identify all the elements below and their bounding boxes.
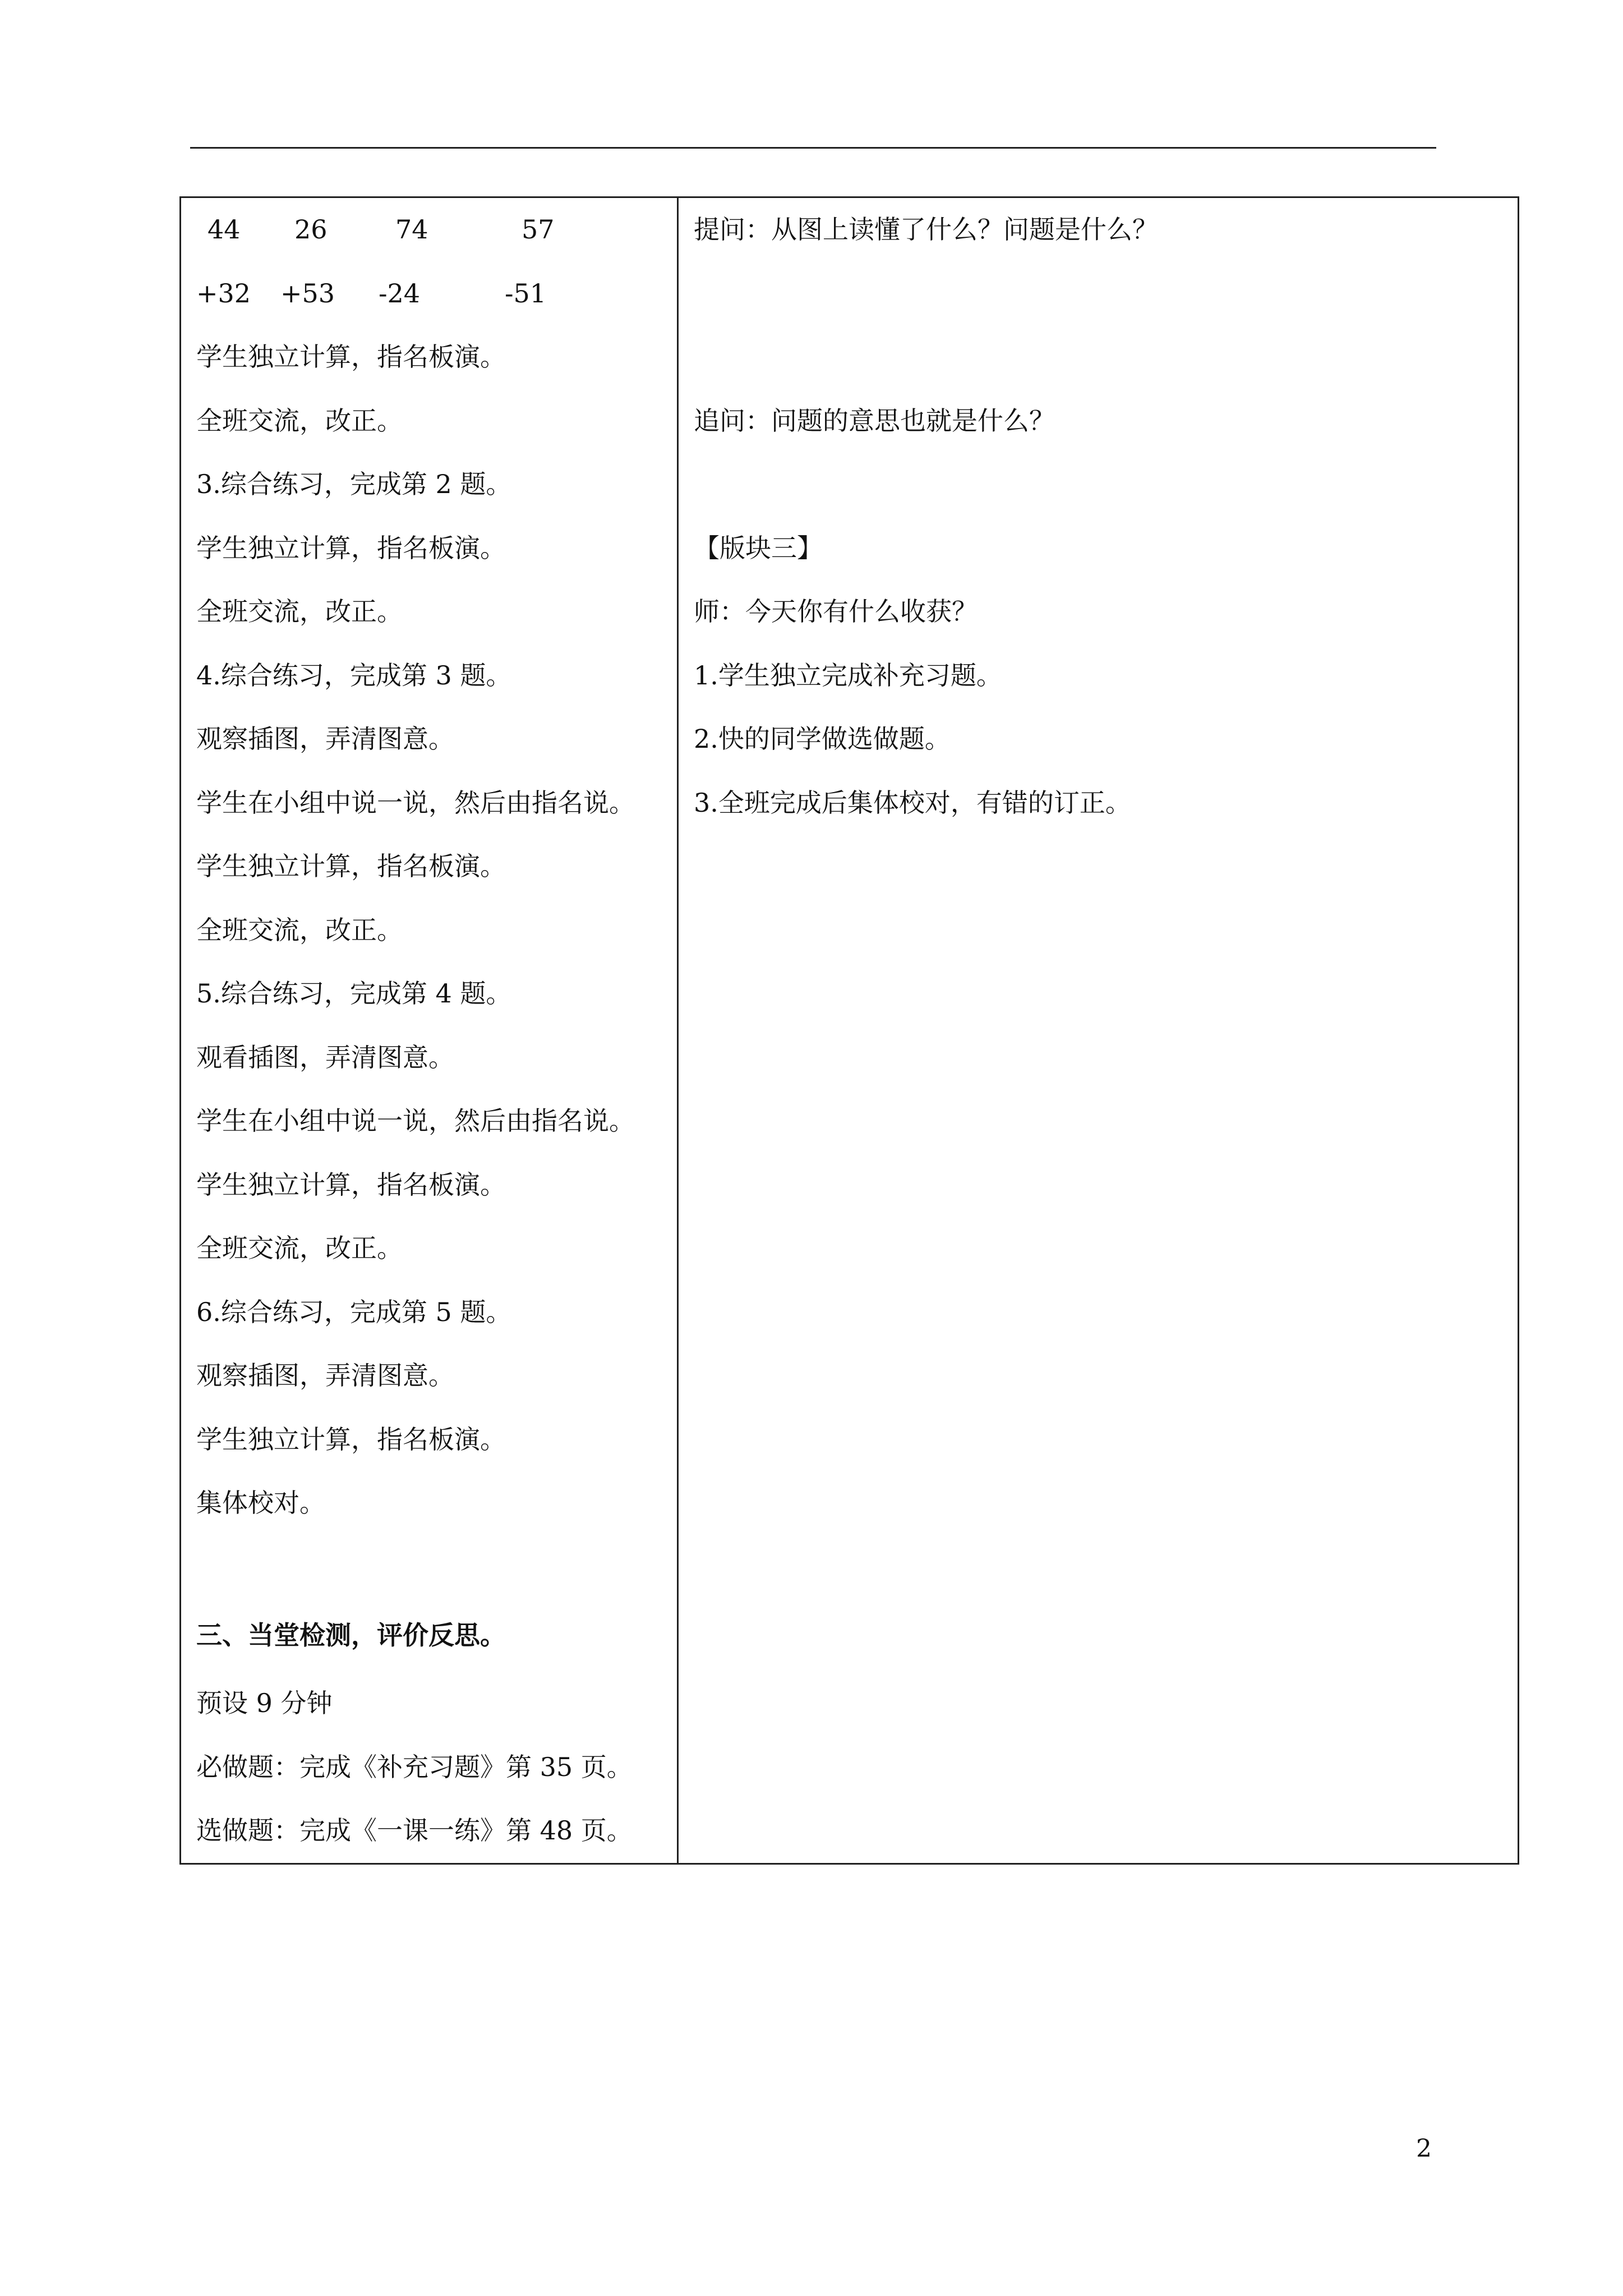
lesson-plan-table: [179, 196, 1519, 1865]
number: 44: [208, 214, 241, 245]
right-column: [678, 197, 1519, 1864]
number: 26: [294, 214, 328, 245]
number: -24: [379, 278, 421, 309]
text-line: 4.综合练习，完成第 3 题。: [196, 660, 512, 691]
text-line: 全班交流，改正。: [196, 1233, 403, 1263]
numbers-row-2: [181, 262, 677, 326]
text-line: 学生独立计算，指名板演。: [196, 851, 506, 881]
teacher-line: 师：今天你有什么收获？: [694, 596, 978, 627]
text-line: 预设 9 分钟: [196, 1688, 333, 1718]
text-line: 全班交流，改正。: [196, 405, 403, 436]
text-line: 观察插图，弄清图意。: [196, 1360, 454, 1391]
section-heading: 三、当堂检测，评价反思。: [196, 1620, 506, 1650]
text-line: 学生独立计算，指名板演。: [196, 342, 506, 372]
text-line: 6.综合练习，完成第 5 题。: [196, 1296, 512, 1327]
text-line: 5.综合练习，完成第 4 题。: [196, 978, 512, 1009]
text-line: 学生在小组中说一说，然后由指名说。: [196, 1106, 635, 1136]
question-line: 提问：从图上读懂了什么？问题是什么？: [694, 214, 1158, 245]
page-number: 2: [1416, 2134, 1432, 2163]
text-line: 观看插图，弄清图意。: [196, 1042, 454, 1073]
spacer: [181, 1535, 677, 1599]
list-item: 2.快的同学做选做题。: [694, 724, 951, 754]
spacer: [679, 453, 1518, 517]
number: +53: [280, 278, 335, 309]
follow-up-line: 追问：问题的意思也就是什么？: [694, 405, 1055, 436]
text-line: 学生独立计算，指名板演。: [196, 1169, 506, 1200]
text-line: 观察插图，弄清图意。: [196, 724, 454, 754]
text-line: 集体校对。: [196, 1488, 325, 1518]
text-line: 学生在小组中说一说，然后由指名说。: [196, 787, 635, 818]
list-item: 1.学生独立完成补充习题。: [694, 660, 1002, 691]
number: +32: [196, 278, 251, 309]
number: -51: [505, 278, 547, 309]
text-line: 学生独立计算，指名板演。: [196, 1424, 506, 1455]
text-line: 全班交流，改正。: [196, 596, 403, 627]
block-title: 【版块三】: [694, 532, 823, 563]
numbers-row-1: [181, 198, 677, 262]
text-line: 选做题：完成《一课一练》第 48 页。: [196, 1815, 633, 1846]
number: 74: [395, 214, 428, 245]
text-line: 3.综合练习，完成第 2 题。: [196, 469, 512, 499]
text-line: 全班交流，改正。: [196, 914, 403, 945]
text-line: 必做题：完成《补充习题》第 35 页。: [196, 1751, 633, 1782]
list-item: 3.全班完成后集体校对，有错的订正。: [694, 787, 1131, 818]
text-line: 学生独立计算，指名板演。: [196, 532, 506, 563]
spacer: [679, 262, 1518, 326]
left-column: [181, 197, 678, 1864]
header-rule: [190, 147, 1436, 149]
spacer: [679, 325, 1518, 389]
number: 57: [522, 214, 555, 245]
